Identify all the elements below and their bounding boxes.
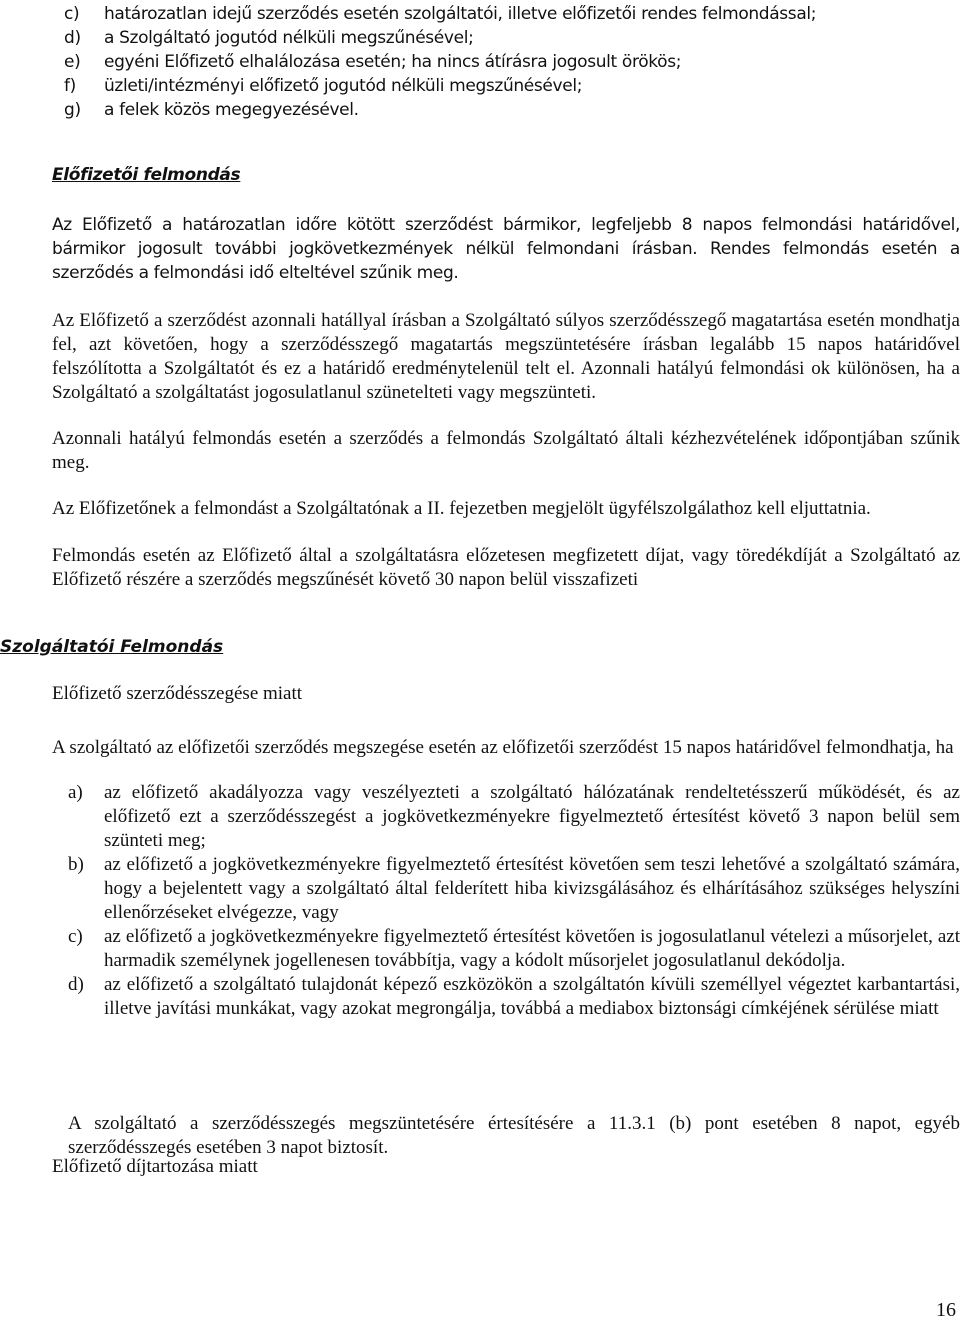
list-item: [68, 973, 960, 1021]
paragraph-provider-termination-intro: A szolgáltató az előfizetői szerződés megszegése esetén az előfizetői szerződést 15 napos határidővel felmondhatja, ha: [52, 737, 954, 758]
list-item-text: a felek közös megegyezésével.: [104, 100, 359, 120]
list-marker: g): [64, 100, 81, 120]
subheading-breach-of-contract: Előfizető szerződésszegése miatt: [52, 683, 303, 704]
list-marker: f): [64, 76, 76, 96]
list-item: [68, 853, 960, 925]
paragraph-refund: Felmondás esetén az Előfizető által a szolgáltatásra előzetesen megfizetett díjat, vagy töredékdíját a Szolgáltató az Előfizető részére a szerződés megszűnését követő 30 napon belül visszafizeti: [52, 545, 960, 590]
termination-cases-list: [64, 2, 944, 122]
subheading-payment-arrears: Előfizető díjtartozása miatt: [52, 1156, 258, 1177]
list-item-text: egyéni Előfizető elhalálozása esetén; ha nincs átírásra jogosult örökös;: [104, 52, 682, 72]
list-marker: c): [68, 926, 83, 947]
paragraph-remedy-period: A szolgáltató a szerződésszegés megszüntetésére értesítésére a 11.3.1 (b) pont esetében 8 napot, egyéb szerződésszegés esetében 3 napot biztosít.: [68, 1113, 960, 1158]
list-marker: d): [68, 974, 84, 995]
list-item-text: a Szolgáltató jogutód nélküli megszűnésével;: [104, 28, 474, 48]
paragraph-ordinary-termination: Az Előfizető a határozatlan időre kötött szerződést bármikor, legfeljebb 8 napos felmondási határidővel, bármikor jogosult további jogkövetkezmények nélkül felmondani írásban. Rendes felmondás esetén a szerződés a felmondási idő elteltével szűnik meg.: [52, 215, 960, 283]
list-item-text: az előfizető a szolgáltató tulajdonát képező eszközökön a szolgáltatón kívüli személlyel végeztet karbantartási, illetve javítási munkákat, vagy azokat megrongálja, továbbá a mediabox biztonsági címkéjének sérülése miatt: [104, 974, 960, 1019]
list-item-text: üzleti/intézményi előfizető jogutód nélküli megszűnésével;: [104, 76, 583, 96]
list-item-text: az előfizető a jogkövetkezményekre figyelmeztető értesítést követően sem teszi lehetővé a szolgáltató számára, hogy a bejelentett vagy a szolgáltató által felderített hiba kivizsgálásához és elhárításához szükséges helyszíni ellenőrzéseket elvégezze, vagy: [104, 854, 960, 923]
list-marker: d): [64, 28, 81, 48]
paragraph-termination-delivery: Az Előfizetőnek a felmondást a Szolgáltatónak a II. fejezetben megjelölt ügyfélszolgálathoz kell eljuttatnia.: [52, 498, 871, 519]
paragraph-immediate-termination-effect: Azonnali hatályú felmondás esetén a szerződés a felmondás Szolgáltató általi kézhezvételének időpontjában szűnik meg.: [52, 428, 960, 473]
list-marker: c): [64, 4, 80, 24]
list-item: [64, 50, 944, 74]
list-marker: a): [68, 782, 83, 803]
list-item-text: az előfizető a jogkövetkezményekre figyelmeztető értesítést követően is jogosulatlanul vételezi a műsorjelet, azt harmadik személynek jogellenesen továbbítja, vagy a kódolt műsorjelet jogosulatlanul dekódolja.: [104, 926, 960, 971]
breach-reasons-list: [68, 781, 960, 1021]
list-item: [64, 26, 944, 50]
list-item-text: határozatlan idejű szerződés esetén szolgáltatói, illetve előfizetői rendes felmondással;: [104, 4, 817, 24]
page-number: 16: [936, 1299, 956, 1321]
list-marker: e): [64, 52, 81, 72]
list-item-text: az előfizető akadályozza vagy veszélyezteti a szolgáltató hálózatának rendeltetésszerű működését, és az előfizető ezt a szerződésszegést a jogkövetkezményekre figyelmeztető értesítést követő 3 napon belül sem szünteti meg;: [104, 782, 960, 851]
section-heading-subscriber-termination: Előfizetői felmondás: [52, 165, 241, 185]
list-marker: b): [68, 854, 84, 875]
section-heading-provider-termination: Szolgáltatói Felmondás: [0, 637, 224, 657]
paragraph-immediate-termination: Az Előfizető a szerződést azonnali hatállyal írásban a Szolgáltató súlyos szerződésszegő magatartása esetén mondhatja fel, azt követően, hogy a szerződésszegő magatartás megszüntetésére írásban legalább 15 napos határidővel felszólította a Szolgáltatót és ez a határidő eredménytelenül telt el. Azonnali hatályú felmondási ok különösen, ha a Szolgáltató a szolgáltatást jogosulatlanul szünetelteti vagy megszünteti.: [52, 310, 960, 403]
list-item: [68, 781, 960, 853]
list-item: [64, 74, 944, 98]
list-item: [64, 98, 944, 122]
list-item: [68, 925, 960, 973]
list-item: [64, 2, 944, 26]
